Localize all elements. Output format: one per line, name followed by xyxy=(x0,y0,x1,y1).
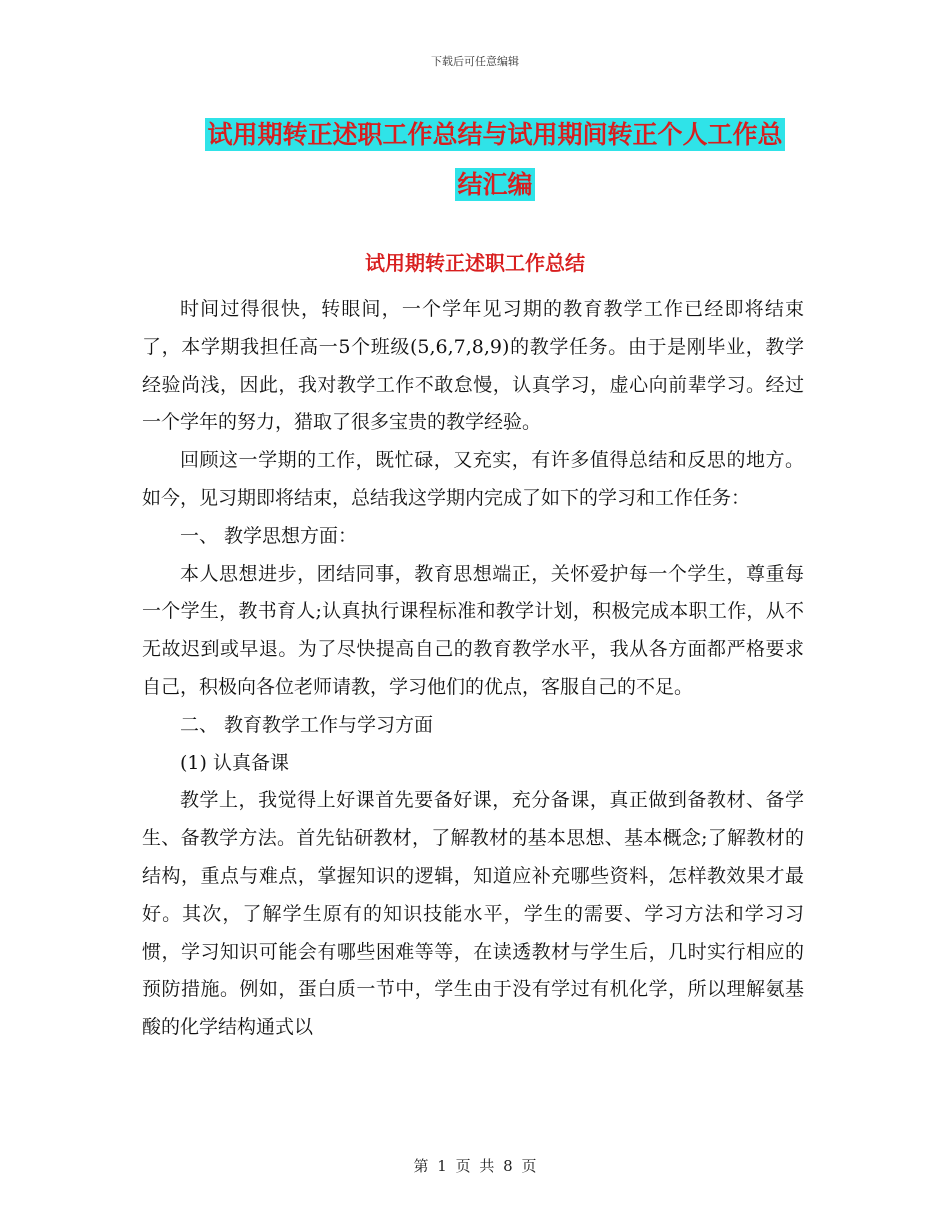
document-title-line-1: 试用期转正述职工作总结与试用期间转正个人工作总 xyxy=(207,120,783,149)
heading-teaching-thought: 一、 教学思想方面： xyxy=(180,524,358,547)
paragraph-review: 回顾这一学期的工作，既忙碌，又充实，有许多值得总结和反思的地方。如今，见习期即将结束，总结我这学期内完成了如下的学习和工作任务： xyxy=(142,449,804,509)
paragraph-lesson-prep: 教学上，我觉得上好课首先要备好课，充分备课，真正做到备教材、备学生、备教学方法。首先钻研教材，了解教材的基本思想、基本概念;了解教材的结构，重点与难点，掌握知识的逻辑，知道应补充哪些资料，怎样教效果才最好。其次，了解学生原有的知识技能水平，学生的需要、学习方法和学习习惯，学习知识可能会有哪些困难等等，在读透教材与学生后，几时实行相应的预防措施。例如，蛋白质一节中，学生由于没有学过有机化学，所以理解氨基酸的化学结构通式以 xyxy=(142,789,804,1039)
subheading-lesson-prep: (1) 认真备课 xyxy=(180,751,289,774)
section-title: 试用期转正述职工作总结 xyxy=(365,251,585,275)
document-title xyxy=(150,110,840,210)
page-header-note: 下载后可任意编辑 xyxy=(431,55,519,68)
heading-teaching-work: 二、 教育教学工作与学习方面 xyxy=(180,713,434,736)
document-title-line-2: 结汇编 xyxy=(457,170,533,199)
document-body xyxy=(142,291,804,1047)
page-number-footer: 第 1 页 共 8 页 xyxy=(413,1157,537,1175)
paragraph-intro: 时间过得很快，转眼间，一个学年见习期的教育教学工作已经即将结束了，本学期我担任高一5个班级(5,6,7,8,9)的教学任务。由于是刚毕业，教学经验尚浅，因此，我对教学工作不敢怠慢，认真学习，虚心向前辈学习。经过一个学年的努力，猎取了很多宝贵的教学经验。 xyxy=(142,298,804,434)
paragraph-teaching-thought: 本人思想进步，团结同事，教育思想端正，关怀爱护每一个学生，尊重每一个学生，教书育人;认真执行课程标准和教学计划，积极完成本职工作，从不无故迟到或早退。为了尽快提高自己的教育教学水平，我从各方面都严格要求自己，积极向各位老师请教，学习他们的优点，客服自己的不足。 xyxy=(142,562,804,698)
